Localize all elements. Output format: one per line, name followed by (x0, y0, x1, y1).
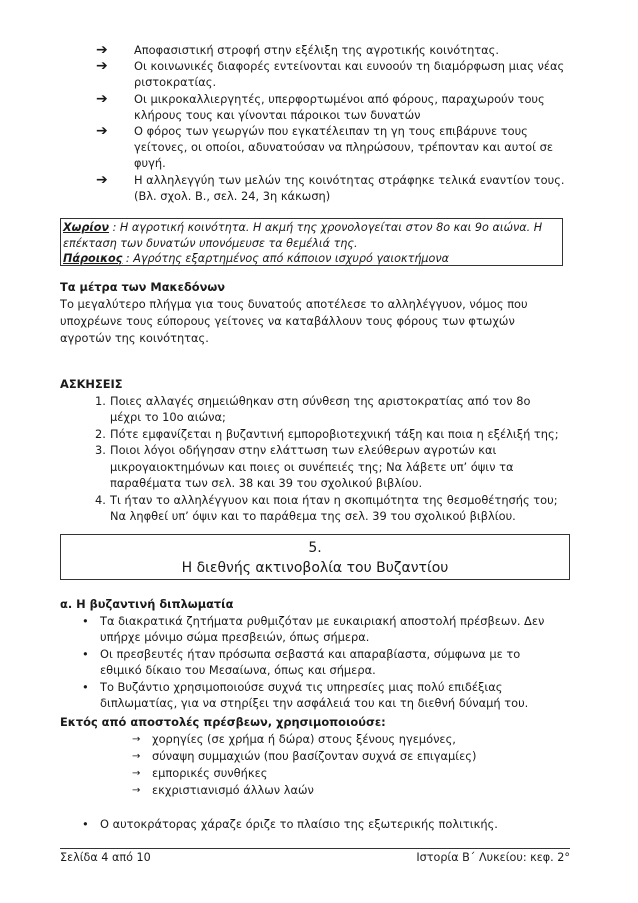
section-heading: ΑΣΚΗΣΕΙΣ (60, 377, 123, 391)
arrow-item-line: Αποφασιστική στροφή στην εξέλιξη της αγροτικής κοινότητας. (134, 43, 499, 57)
paragraph-line: Το μεγαλύτερο πλήγμα για τους δυνατούς αποτέλεσε το αλληλέγγυον, νόμος που (60, 297, 528, 311)
besides-item-text: χορηγίες (σε χρήμα ή δώρα) στους ξένους ηγεμόνες, (152, 732, 456, 746)
definition-line: επέκταση των δυνατών υπονόμευσε τα θεμέλιά της. (63, 236, 358, 250)
page-footer (60, 848, 570, 864)
macedonian-section (60, 279, 570, 347)
exercise-number: 3. (95, 443, 106, 457)
bullet-line: διπλωματίας, για να στηρίξει την ασφάλειά του και τη διεθνή δύναμή του. (100, 696, 529, 710)
exercise-number: 1. (95, 393, 106, 408)
exercise-line: Πότε εμφανίζεται η βυζαντινή εμποροβιοτεχνική τάξη και ποια η εξέλιξή της; (110, 426, 559, 441)
arrow-item-line: γείτονες, οι οποίοι, αδυνατούσαν να πληρώσουν, τρέπονταν και αυτοί σε (134, 140, 553, 155)
arrow-right-icon: ➔ (96, 123, 108, 140)
bullet-dot-icon: • (82, 679, 89, 694)
arrow-item (96, 91, 566, 123)
bullet-item (60, 646, 570, 679)
definitions-box (60, 218, 563, 266)
bullet-item (60, 613, 570, 646)
exercise-item (60, 426, 570, 443)
exercises-section (60, 376, 570, 525)
paragraph-line: υποχρέωνε τους εύπορους γείτονες να καταβάλλουν τους φόρους των φτωχών (60, 314, 515, 328)
bullet-line: Ο αυτοκράτορας χάραζε όριζε το πλαίσιο της εξωτερικής πολιτικής. (100, 817, 498, 831)
final-bullet-section (60, 816, 570, 833)
besides-item-text: εμπορικές συνθήκες (152, 766, 268, 780)
besides-item-text: σύναψη συμμαχιών (που βασίζονταν συχνά σε επιγαμίες) (152, 749, 477, 763)
section-heading: Τα μέτρα των Μακεδόνων (60, 280, 226, 294)
bullet-item (60, 816, 570, 833)
definition-term: Πάροικος (63, 252, 123, 265)
diplomacy-section (60, 596, 570, 712)
exercise-item (60, 492, 570, 525)
bullet-line: Τα διακρατικά ζητήματα ρυθμιζόταν με ευκαιριακή αποστολή πρέσβεων. Δεν (100, 613, 545, 628)
chapter-title: Η διεθνής ακτινοβολία του Βυζαντίου (181, 560, 449, 576)
small-arrow-icon: → (132, 785, 141, 796)
arrow-item-line: (Βλ. σχολ. Β., σελ. 24, 3η κάκωση) (134, 188, 331, 203)
chapter-title-box (60, 534, 570, 580)
arrow-item-line: φυγή. (134, 156, 166, 171)
footer-course-title: Ιστορία Β΄ Λυκείου: κεφ. 2° (416, 851, 570, 864)
definition-term: Χωρίον (63, 221, 110, 234)
exercise-line: Τι ήταν το αλληλέγγυον και ποια ήταν η σκοπιμότητα της θεσμοθέτησής του; (110, 492, 558, 507)
small-arrow-icon: → (132, 768, 141, 779)
exercise-line: Ποιοι λόγοι οδήγησαν στην ελάττωση των ελεύθερων αγροτών και (110, 443, 497, 457)
section-heading: Εκτός από αποστολές πρέσβεων, χρησιμοποιούσε: (60, 715, 386, 729)
exercise-line: Ποιες αλλαγές σημειώθηκαν στη σύνθεση της αριστοκρατίας από τον 8ο (110, 393, 531, 408)
exercise-number: 2. (95, 426, 106, 441)
besides-section (60, 714, 570, 731)
arrow-item (96, 172, 566, 204)
bullet-line: εθιμικό δίκαιο του Μεσαίωνα, όπως και σήμερα. (100, 663, 376, 677)
arrow-right-icon: ➔ (96, 42, 108, 58)
besides-list (132, 731, 476, 799)
bullet-line: υπήρχε μόνιμο σώμα πρεσβειών, όπως σήμερα. (100, 630, 370, 644)
arrow-right-icon: ➔ (96, 90, 108, 107)
paragraph-line: αγροτών της κοινότητας. (60, 331, 209, 345)
definition-text: : Αγρότης εξαρτημένος από κάποιον ισχυρό γαιοκτήμονα (122, 252, 449, 265)
exercise-line: παραθέματα των σελ. 38 και 39 του σχολικού βιβλίου. (110, 476, 423, 490)
arrow-item-line: κλήρους τους και γίνονται πάροικοι των δυνατών (134, 107, 421, 122)
footer-page-number: Σελίδα 4 από 10 (60, 851, 151, 864)
arrow-right-icon: ➔ (96, 171, 108, 188)
bullet-line: Το Βυζάντιο χρησιμοποιούσε συχνά τις υπηρεσίες μιας πολύ επιδέξιας (100, 679, 503, 694)
besides-item (132, 782, 476, 799)
besides-item (132, 765, 476, 782)
besides-item-text: εκχριστιανισμό άλλων λαών (152, 783, 314, 797)
small-arrow-icon: → (132, 751, 141, 762)
arrow-item-line: Οι μικροκαλλιεργητές, υπερφορτωμένοι από φόρους, παραχωρούν τους (134, 91, 545, 106)
section-heading: α. Η βυζαντινή διπλωματία (60, 597, 234, 611)
bullet-dot-icon: • (82, 646, 89, 661)
exercise-line: Να ληφθεί υπ’ όψιν και το παράθεμα της σελ. 39 του σχολικού βιβλίου. (110, 509, 516, 523)
arrow-list (96, 42, 566, 204)
besides-item (132, 731, 476, 748)
definition-text: : Η αγροτική κοινότητα. Η ακμή της χρονολογείται στον 8ο και 9ο αιώνα. Η (109, 221, 543, 234)
bullet-line: Οι πρεσβευτές ήταν πρόσωπα σεβαστά και απαραβίαστα, σύμφωνα με το (100, 646, 521, 661)
definition-line (63, 220, 560, 236)
arrow-right-icon: ➔ (96, 58, 108, 75)
exercise-line: μέχρι το 10ο αιώνα; (110, 410, 226, 424)
bullet-item (60, 679, 570, 712)
exercise-item (60, 393, 570, 426)
besides-item (132, 748, 476, 765)
bullet-dot-icon: • (82, 613, 89, 628)
bullet-dot-icon: • (82, 817, 89, 831)
arrow-item-line: ριστοκρατίας. (134, 75, 217, 90)
chapter-number: 5. (308, 540, 322, 556)
arrow-item-line: Οι κοινωνικές διαφορές εντείνονται και ευνοούν τη διαμόρφωση μιας νέας (134, 59, 565, 74)
definition-line (63, 251, 560, 267)
arrow-item (96, 123, 566, 172)
arrow-item-line: Η αλληλεγγύη των μελών της κοινότητας στράφηκε τελικά εναντίον τους. (134, 172, 565, 187)
exercise-line: μικρογαιοκτημόνων και ποιες οι συνέπειές της; Να λάβετε υπ’ όψιν τα (110, 459, 514, 474)
exercise-number: 4. (95, 492, 106, 507)
arrow-item (96, 42, 566, 58)
arrow-item (96, 58, 566, 90)
small-arrow-icon: → (132, 734, 141, 745)
exercise-item (60, 442, 570, 492)
arrow-item-line: Ο φόρος των γεωργών που εγκατέλειπαν τη γη τους επιβάρυνε τους (134, 124, 528, 139)
